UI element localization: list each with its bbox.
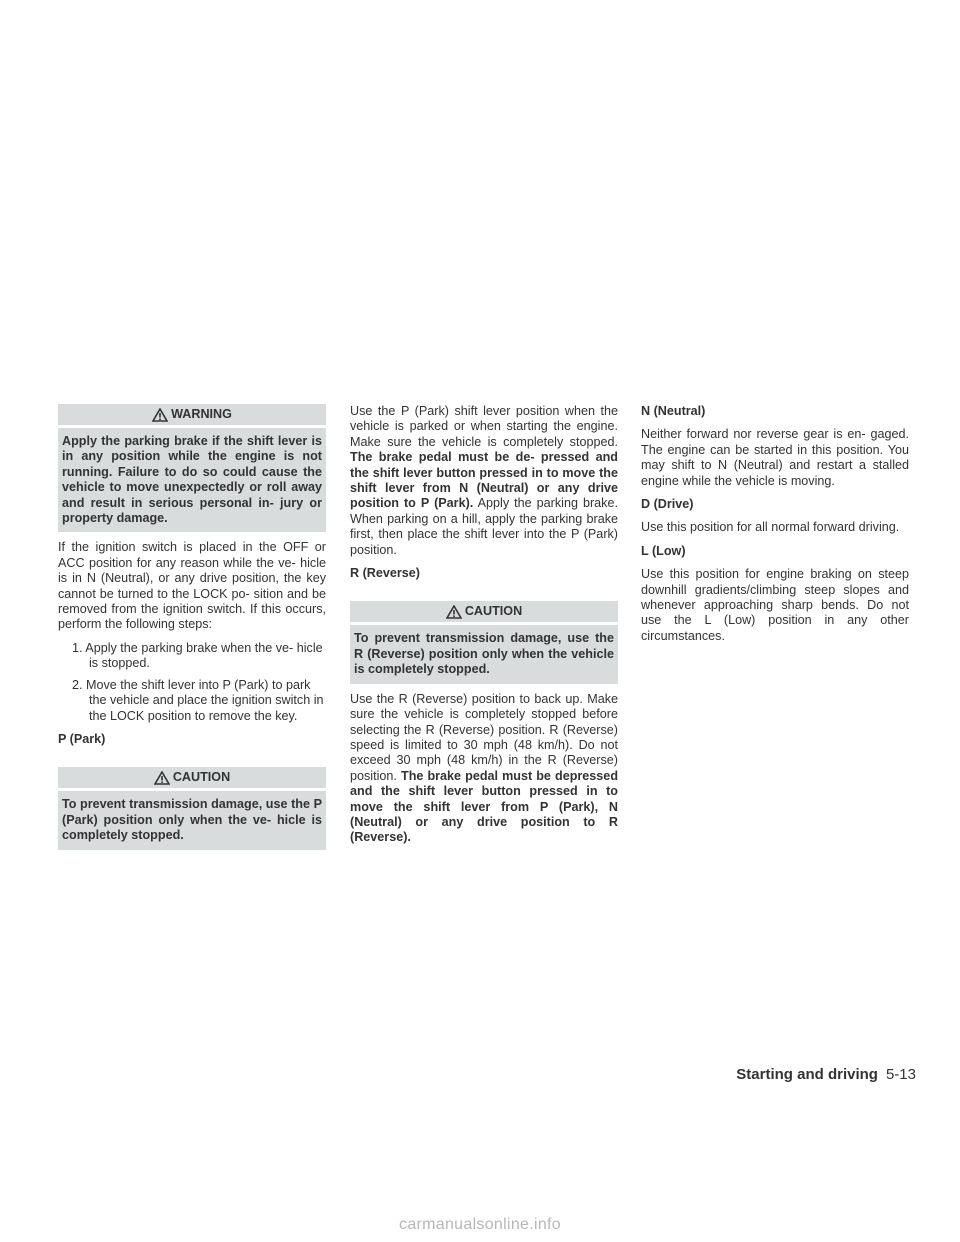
- reverse-paragraph: [350, 692, 618, 846]
- ignition-intro-paragraph: If the ignition switch is placed in the OFF or ACC position for any reason while the ve- hicle is in N (Neutral), or any drive position, the key cannot be turned to the LOCK po- sition and be removed from the ignition switch. If this occurs, perform the following steps:: [58, 540, 326, 632]
- park-paragraph: [350, 404, 618, 558]
- reverse-heading: R (Reverse): [350, 566, 420, 581]
- warning-body: Apply the parking brake if the shift lever is in any position while the engine is not running. Failure to do so could cause the vehicle to move unexpectedly or roll away and result in serious personal in- jury or property damage.: [58, 428, 326, 532]
- reverse-text-bold: The brake pedal must be depressed and the shift lever button pressed in to move the shift lever from P (Park), N (Neutral) or any drive position to R (Reverse).: [350, 768, 619, 845]
- footer-section-title: Starting and driving: [736, 1066, 878, 1083]
- park-text: Use the P (Park) shift lever position when the vehicle is parked or when starting the engine. Make sure the vehicle is completely stopped.: [350, 404, 618, 449]
- page-number: 5-13: [885, 1066, 916, 1083]
- column-middle: [350, 404, 618, 854]
- low-paragraph: Use this position for engine braking on steep downhill gradients/climbing steep slopes and whenever approaching sharp bends. Do not use the L (Low) position in any other circumstances.: [641, 567, 909, 643]
- neutral-heading: N (Neutral): [641, 404, 706, 418]
- low-heading: L (Low): [641, 543, 686, 558]
- warning-header: [58, 404, 326, 425]
- warning-title: WARNING: [171, 406, 232, 421]
- page-footer: [736, 1066, 916, 1083]
- caution-header: [350, 601, 618, 622]
- step-item: 1. Apply the parking brake when the ve- hicle is stopped.: [72, 640, 323, 671]
- step-item: 2. Move the shift lever into P (Park) to park the vehicle and place the ignition switch in the LOCK position to remove the key.: [72, 677, 324, 723]
- caution-title: CAUTION: [464, 604, 523, 619]
- drive-heading: D (Drive): [641, 497, 694, 512]
- warning-triangle-icon: [446, 605, 462, 619]
- warning-triangle-icon: [152, 408, 168, 422]
- column-left: [58, 404, 326, 858]
- drive-paragraph: Use this position for all normal forward driving.: [641, 520, 900, 535]
- caution-body: To prevent transmission damage, use the P (Park) position only when the ve- hicle is completely stopped.: [58, 791, 326, 849]
- neutral-paragraph: Neither forward nor reverse gear is en- gaged. The engine can be started in this position. You may shift to N (Neutral) and restart a stalled engine while the vehicle is moving.: [641, 427, 909, 488]
- park-text-2: Apply the parking brake. When parking on a hill, apply the parking brake first, then place the shift lever into the P (Park) position.: [350, 496, 618, 557]
- warning-triangle-icon: [154, 771, 170, 785]
- steps-list: [58, 641, 326, 724]
- park-heading: P (Park): [58, 731, 106, 746]
- caution-body: To prevent transmission damage, use the R (Reverse) position only when the vehicle is completely stopped.: [350, 625, 618, 683]
- caution-title: CAUTION: [172, 770, 231, 785]
- caution-header: [58, 767, 326, 788]
- watermark-text: carmanualsonline.info: [399, 1216, 561, 1233]
- column-right: [641, 404, 909, 652]
- reverse-text: Use the R (Reverse) position to back up. Make sure the vehicle is completely stopped before selecting the R (Reverse) position. R (Reverse) speed is limited to 30 mph (48 km/h). Do not exceed 30 mph (48 km/h) in the R (Reverse) position.: [350, 691, 618, 783]
- park-text-bold: The brake pedal must be de- pressed and the shift lever button pressed in to move the shift lever from N (Neutral) or any drive position to P (Park).: [350, 450, 618, 511]
